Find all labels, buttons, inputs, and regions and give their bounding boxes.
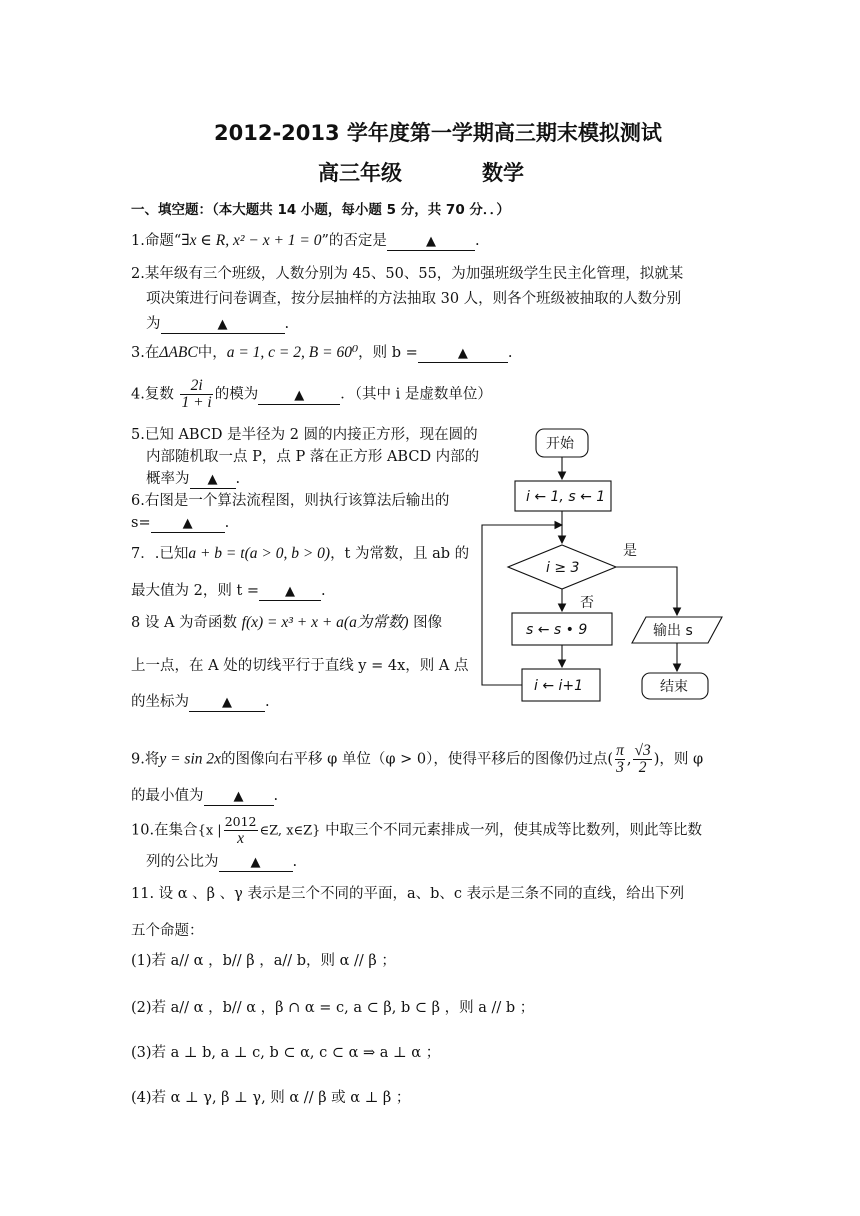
- flow-end-label: 结束: [660, 679, 688, 695]
- question-11-item3: (3)若 a ⊥ b, a ⊥ c, b ⊂ α, c ⊂ α ⇒ a ⊥ α ；: [131, 1045, 441, 1061]
- question-2-line3: 为 ▲ .: [146, 316, 290, 332]
- fraction: $\frac{√3}{2}$: [634, 742, 651, 776]
- question-7-line2: 最大值为 2，则 t = ▲ .: [131, 583, 326, 599]
- answer-blank: ▲: [204, 789, 274, 806]
- fraction: $\frac{\pi}{3}$: [616, 742, 624, 776]
- flowchart: [470, 415, 740, 715]
- answer-blank: ▲: [387, 234, 475, 251]
- answer-blank: ▲: [259, 584, 321, 601]
- question-7-line1: 7．.已知a + b = t(a > 0, b > 0)，t 为常数，且 ab 的: [131, 545, 470, 562]
- question-8-line3: 的坐标为 ▲ .: [131, 694, 270, 710]
- fraction: $\frac{2i}{1 + i}$: [181, 377, 212, 411]
- flow-output-label: 输出 s: [653, 623, 693, 639]
- answer-blank: ▲: [189, 695, 265, 712]
- question-9-line1: 9.将y = sin 2x的图像向右平移 φ 单位（φ > 0），使得平移后的图像仍过点( $\frac{\pi}{3}$ , $\frac{√3}{2}$ )，则 φ: [131, 742, 704, 776]
- flow-body-label: s ← s • 9: [526, 622, 588, 638]
- flow-incr-label: i ← i+1: [534, 678, 584, 694]
- question-8-line1: 8 设 A 为奇函数 f(x) = x³ + x + a(a为常数) 图像: [131, 614, 443, 631]
- question-3: 3.在ΔABC中，a = 1, c = 2, B = 60⁰，则 b = ▲ .: [131, 344, 513, 361]
- flow-yes-label: 是: [623, 543, 637, 559]
- question-10-line1: 10.在集合{x | $\frac{2012}{x}$ ∈Z, x∈Z} 中取三个不同元素排成一列，使其成等比数列，则此等比数: [131, 814, 703, 847]
- answer-blank: ▲: [258, 388, 340, 405]
- question-4: 4.复数 $\frac{2i}{1 + i}$ 的模为 ▲ ．（其中 i 是虚数单位）: [131, 377, 492, 411]
- question-2-line1: 2.某年级有三个班级，人数分别为 45、50、55，为加强班级学生民主化管理，拟就某: [131, 266, 684, 282]
- question-11-line2: 五个命题：: [131, 923, 204, 939]
- grade-label: 高三年级: [318, 161, 402, 185]
- flow-cond-label: i ≥ 3: [546, 560, 580, 576]
- question-1: 1.命题“∃x ∈ R, x² − x + 1 = 0”的否定是 ▲ .: [131, 232, 480, 249]
- question-6-line2: s= ▲ .: [131, 515, 230, 531]
- section-heading: 一、填空题：（本大题共 14 小题，每小题 5 分，共 70 分．．）: [131, 202, 510, 218]
- answer-blank: ▲: [151, 516, 225, 533]
- question-6-line1: 6.右图是一个算法流程图，则执行该算法后输出的: [131, 493, 450, 509]
- answer-blank: ▲: [418, 346, 508, 363]
- subject-label: 数学: [482, 161, 524, 185]
- question-11-item1: (1)若 a// α ，b// β ，a// b，则 α // β ；: [131, 953, 396, 969]
- question-8-line2: 上一点，在 A 处的切线平行于直线 y = 4x，则 A 点: [131, 658, 469, 674]
- question-11-line1: 11. 设 α 、β 、γ 表示是三个不同的平面，a、b、c 表示是三条不同的直线，给出下列: [131, 886, 685, 902]
- question-10-line2: 列的公比为 ▲ .: [146, 854, 298, 870]
- answer-blank: ▲: [161, 317, 285, 334]
- flow-no-label: 否: [580, 595, 594, 611]
- question-5-line3: 概率为 ▲ .: [146, 471, 241, 487]
- question-11-item4: (4)若 α ⊥ γ, β ⊥ γ, 则 α // β 或 α ⊥ β ；: [131, 1090, 411, 1106]
- fraction: $\frac{2012}{x}$: [224, 814, 257, 847]
- flow-init-label: i ← 1, s ← 1: [526, 489, 606, 505]
- question-9-line2: 的最小值为 ▲ .: [131, 788, 279, 804]
- question-11-item2: (2)若 a// α ，b// α ，β ∩ α = c, a ⊂ β, b ⊂ β ，则 a // b ；: [131, 1000, 535, 1016]
- answer-blank: ▲: [219, 855, 293, 872]
- answer-blank: ▲: [190, 472, 236, 489]
- question-5-line1: 5.已知 ABCD 是半径为 2 圆的内接正方形，现在圆的: [131, 427, 478, 443]
- question-5-line2: 内部随机取一点 P，点 P 落在正方形 ABCD 内部的: [146, 449, 480, 465]
- exam-title: 2012-2013 学年度第一学期高三期末模拟测试: [214, 121, 662, 145]
- flow-start-label: 开始: [546, 436, 574, 452]
- question-2-line2: 项决策进行问卷调查，按分层抽样的方法抽取 30 人，则各个班级被抽取的人数分别: [146, 291, 682, 307]
